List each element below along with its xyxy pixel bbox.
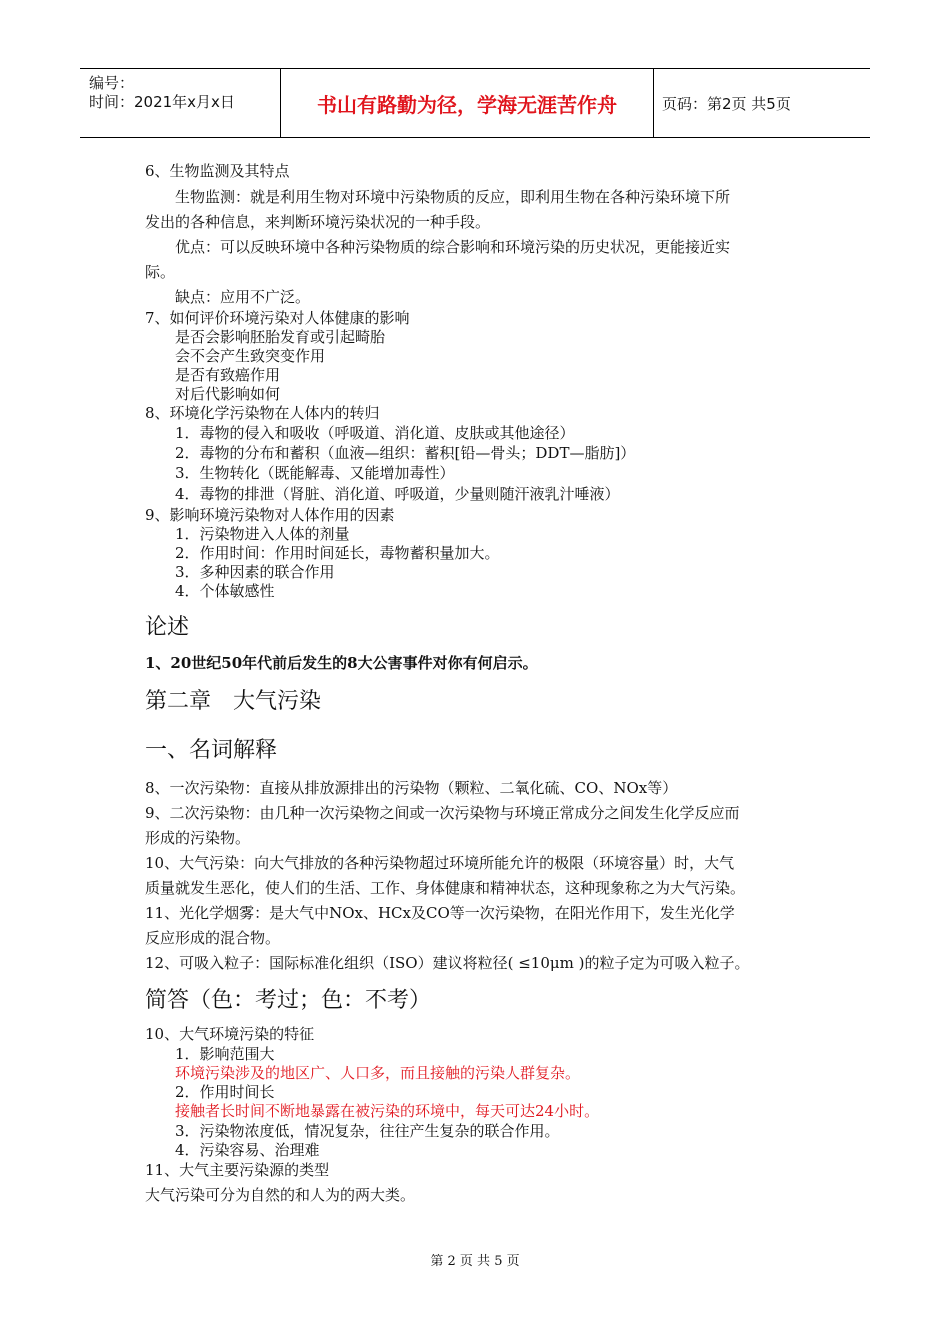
text-line: 2．毒物的分布和蓄积（血液—组织：蓄积[铅—骨头；DDT—脂肪]）	[145, 444, 636, 462]
text-line: 4．污染容易、治理难	[145, 1141, 320, 1159]
section-heading: 一、名词解释	[145, 738, 278, 763]
text-line: 9、影响环境污染物对人体作用的因素	[145, 506, 395, 524]
page-footer: 第 2 页 共 5 页	[430, 1254, 520, 1269]
text-line: 大气污染可分为自然的和人为的两大类。	[145, 1186, 416, 1204]
text-line: 1．影响范围大	[145, 1045, 275, 1063]
page-number-label: 页码：第2页 共5页	[662, 95, 791, 113]
text-line: 2．作用时间：作用时间延长，毒物蓄积量加大。	[145, 544, 500, 562]
section-heading: 论述	[145, 615, 190, 640]
text-line: 发出的各种信息，来判断环境污染状况的一种手段。	[145, 213, 491, 231]
text-line: 反应形成的混合物。	[145, 929, 281, 947]
text-line: 会不会产生致突变作用	[145, 347, 326, 365]
chapter-heading: 第二章 大气污染	[145, 689, 322, 714]
text-line: 7、如何评价环境污染对人体健康的影响	[145, 309, 410, 327]
text-line: 1．毒物的侵入和吸收（呼吸道、消化道、皮肤或其他途径）	[145, 424, 575, 442]
text-line: 6、生物监测及其特点	[145, 162, 290, 180]
question-line: 1、20世纪50年代前后发生的8大公害事件对你有何启示。	[145, 654, 538, 672]
text-line: 2．作用时间长	[145, 1083, 275, 1101]
header-motto: 书山有路勤为径，学海无涯苦作舟	[281, 69, 654, 137]
number-label: 编号：	[89, 74, 135, 92]
text-line: 生物监测：就是利用生物对环境中污染物质的反应，即利用生物在各种污染环境下所	[145, 188, 731, 206]
text-line: 际。	[145, 263, 176, 281]
text-line: 1．污染物进入人体的剂量	[145, 525, 350, 543]
text-line: 质量就发生恶化，使人们的生活、工作、身体健康和精神状态，这种现象称之为大气污染。	[145, 879, 746, 897]
text-line: 优点：可以反映环境中各种污染物质的综合影响和环境污染的历史状况，更能接近实	[145, 238, 731, 256]
text-line: 12、可吸入粒子：国际标准化组织（ISO）建议将粒径( ≤10μm )的粒子定为可吸入粒子。	[145, 954, 750, 972]
text-line: 9、二次污染物：由几种一次污染物之间或一次污染物与环境正常成分之间发生化学反应而	[145, 804, 740, 822]
page-header	[80, 68, 870, 138]
text-line: 3．多种因素的联合作用	[145, 563, 335, 581]
text-line: 3．生物转化（既能解毒、又能增加毒性）	[145, 464, 455, 482]
text-line: 8、一次污染物：直接从排放源排出的污染物（颗粒、二氧化硫、CO、NOx等）	[145, 779, 678, 797]
text-line: 4．个体敏感性	[145, 582, 275, 600]
header-meta	[80, 69, 281, 137]
text-line: 10、大气环境污染的特征	[145, 1025, 315, 1043]
text-line: 3．污染物浓度低，情况复杂，往往产生复杂的联合作用。	[145, 1122, 560, 1140]
text-line: 是否有致癌作用	[145, 366, 281, 384]
text-line: 是否会影响胚胎发育或引起畸胎	[145, 328, 386, 346]
section-heading: 简答（色：考过；色：不考）	[145, 988, 432, 1013]
text-line: 4．毒物的排泄（肾脏、消化道、呼吸道，少量则随汗液乳汁唾液）	[145, 485, 620, 503]
text-line: 对后代影响如何	[145, 385, 281, 403]
text-line: 11、大气主要污染源的类型	[145, 1161, 330, 1179]
time-label: 时间：2021年x月x日	[89, 93, 235, 111]
text-line: 11、光化学烟雾：是大气中NOx、HCx及CO等一次污染物，在阳光作用下，发生光化学	[145, 904, 735, 922]
text-line: 缺点：应用不广泛。	[145, 288, 311, 306]
text-line: 10、大气污染：向大气排放的各种污染物超过环境所能允许的极限（环境容量）时，大气	[145, 854, 735, 872]
text-line: 形成的污染物。	[145, 829, 251, 847]
text-line: 8、环境化学污染物在人体内的转归	[145, 404, 380, 422]
highlighted-line: 环境污染涉及的地区广、人口多，而且接触的污染人群复杂。	[145, 1064, 581, 1082]
highlighted-line: 接触者长时间不断地暴露在被污染的环境中，每天可达24小时。	[145, 1102, 600, 1120]
